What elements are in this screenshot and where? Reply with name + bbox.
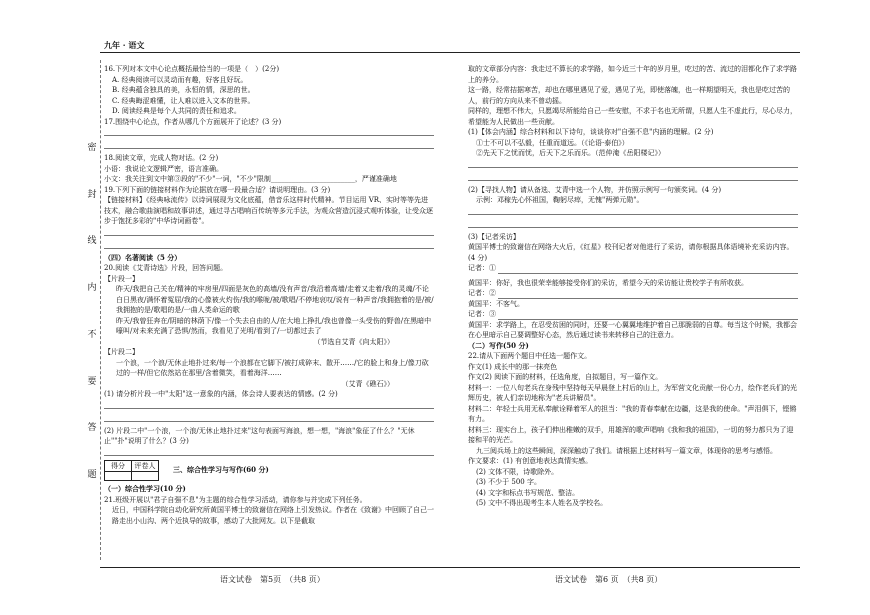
- answer-line[interactable]: [468, 172, 798, 181]
- seal-char: 要: [87, 376, 97, 387]
- answer-line[interactable]: [104, 447, 434, 456]
- right-column: [468, 64, 798, 509]
- poem-text: 昨天/我把自己关在/精神的牢房里/四面是灰色的高墙/没有声音/我沿着高墙/走着又走着/我的灵魂/不论白日黑夜/满怀着冤屈/我的心像被火灼伤/我的喉咙/被/歌唱/不停地哀叹/说有一种声音/我拥抱着的是/被/我拥抱的是/歌唱的是/一曲人类命运的歌: [116, 285, 434, 314]
- poem-source: （节选自艾青《向太阳》）: [313, 337, 394, 346]
- left-column: [104, 64, 434, 526]
- paragraph: 近日，中国科学院自动化研究所黄国平博士的致谢信在网络上引发热议。作者在《致谢》中回顾了自己一路走出小山沟、两个近执导的故事，感动了大批网友。以下是截取: [112, 506, 434, 525]
- answer-line[interactable]: [498, 265, 798, 274]
- answer-line[interactable]: [104, 227, 434, 236]
- answer-line[interactable]: [104, 127, 434, 136]
- question-20-2: (2) 片段二中"一个浪，一个浪/无休止地扑过来"这句表面写海浪，想一想，"海浪"象征了什么？"无休止""扑"说明了什么？(3 分): [104, 426, 415, 445]
- poem-source: （艾青《礁石》）: [341, 379, 394, 388]
- example: 示例：邓稼先心怀祖国，鞠躬尽瘁，无愧"两弹元勋"。: [476, 196, 644, 204]
- seal-char: 封: [87, 189, 97, 200]
- answer-line[interactable]: [104, 400, 434, 409]
- question-20: 20.阅读《艾青诗选》片段，回答问题。: [104, 264, 228, 272]
- seal-char: 线: [87, 236, 97, 247]
- question-16: 16.下列对本文中心论点概括最恰当的一项是（ ）(2分): [104, 65, 280, 73]
- footer-left: 语文试卷 第5页 （共8 页）: [220, 575, 325, 584]
- option-d: D. 阅读经典是每个人共同的责任和追求。: [112, 107, 241, 115]
- answer-line[interactable]: [498, 290, 798, 299]
- dialogue-line: 小文：我关注到文中第③段的"不少"一词，"不少"限制________________________，严谨准确地: [104, 175, 397, 183]
- seal-char: 不: [87, 329, 97, 340]
- seal-dashed-line: [100, 60, 101, 560]
- score-label: 评卷人: [132, 460, 159, 472]
- reporter-line: 记者：③: [468, 309, 798, 320]
- reporter-line: 记者：①: [468, 263, 798, 274]
- essay-option: 作文(2) 阅读下面的材料，任选角度，自拟题目，写一篇作文。: [468, 373, 663, 381]
- page-header: 九年 · 语文: [104, 40, 145, 50]
- question-21: 21.班级开展以"君子自强不息"为主题的综合性学习活动，请你参与并完成下列任务。: [104, 495, 367, 504]
- score-cell[interactable]: [132, 472, 159, 481]
- quote: ②先天下之忧而忧，后天下之乐而乐。（范仲淹《岳阳楼记》）: [476, 149, 665, 157]
- essay-option: 作文(1) 成长中的那一抹亮色: [468, 362, 558, 371]
- excerpt-label: 【片段二】: [104, 348, 139, 356]
- requirement: (5) 文中不得出现考生本人姓名及学校名。: [476, 499, 608, 507]
- excerpt-label: 【片段一】: [104, 274, 139, 283]
- score-cell[interactable]: [105, 472, 132, 481]
- score-box: [104, 460, 434, 482]
- option-b: B. 经典蕴含独具的美，永恒的情，深思的世。: [112, 86, 255, 94]
- answer-line[interactable]: [104, 240, 434, 249]
- footer-rule: [100, 567, 800, 568]
- reply: 黄国平：求学路上，在忍受贫困的同时，还要一心翼翼地维护着自己那脆弱的自尊。每当这个时候，我都会在心里暗示自己要调整好心态，然后通过读书来转移自己的注意力。: [468, 320, 797, 339]
- answer-line[interactable]: [104, 413, 434, 422]
- paragraph: 取的文章部分内容：我走过不算长的求学路，如今近三十年的岁月里，吃过的苦、流过的泪都化作了求学路上的养分。: [468, 65, 797, 84]
- reply: 黄国平：不客气。: [468, 299, 524, 308]
- question-21-1: (1)【体会内涵】综合材料和以下诗句，谈谈你对"自强不息"内涵的理解。(2 分): [468, 128, 714, 136]
- answer-line[interactable]: [104, 140, 434, 149]
- question-22: 22.请从下面两个题目中任选一题作文。: [468, 352, 592, 360]
- answer-line[interactable]: [468, 206, 798, 215]
- material: 材料二：年轻士兵用无私奉献诠释着军人的担当："我的青春奉献在边疆，这是我的使命。"声泪俱下，铿锵有力。: [468, 404, 797, 423]
- seal-char: 内: [87, 283, 97, 294]
- requirement: (3) 不少于 500 字。: [476, 478, 541, 486]
- score-label: 得分: [105, 460, 132, 472]
- question-21-3: (3)【记者采访】: [468, 232, 520, 241]
- section-title: 三、综合性学习与写作(60 分): [173, 465, 269, 474]
- seal-char: 题: [87, 469, 97, 480]
- paragraph: 九三阅兵场上的这些瞬间，深深触动了我们。请根据上述材料写一篇文章，体现你的思考与感悟。: [476, 446, 777, 455]
- seal-char: 答: [87, 423, 97, 434]
- paragraph: 黄国平博士的致谢信在网络大火后，《红星》校刊记者对他进行了采访，请你根据具体语境补充采访内容。(4 分): [468, 243, 794, 262]
- question-20-1: (1) 请分析片段一中"太阳"这一意象的内涵，体会诗人要表达的情感。(2 分): [104, 390, 338, 398]
- material: 材料一：一位八旬老兵在身残中坚持每天早晨登上村后的山上，为军营文化贡献一份心力，绘作老兵们的光辉历史，被人们亲切地称为"老兵讲解员"。: [468, 383, 797, 402]
- paragraph: 同样的，理想不伟大，只愿竭尽所能给自己一些安慰，不求于名也无所谓，只愿人生不虚此行，尽心尽力，希望能为人民做出一些贡献。: [468, 107, 797, 126]
- question-21-2: (2)【寻找人物】请从备选、艾青中选一个人物，并仿照示例写一句颁奖词。(4 分): [468, 185, 722, 194]
- requirement: 作文要求：(1) 有创意地表达真情实感。: [468, 457, 593, 465]
- option-c: C. 经典晦涩难懂，让人难以进入文本的世界。: [112, 96, 255, 105]
- reply: 黄国平：你好，我也很荣幸能够接受你们的采访，希望今天的采访能让贵校学子有所收获。: [468, 278, 748, 287]
- section-title: （一）综合性学习(10 分): [104, 484, 186, 493]
- dialogue-line: 小语：我说论文逻辑严密，语言准确。: [104, 164, 223, 173]
- question-17: 17.围绕中心论点，作者从哪几个方面展开了论述？(3 分): [104, 117, 282, 126]
- header-rule: [100, 52, 800, 53]
- paragraph: 这一路，经常拮据寒苦，却也在哪里遇见了爱，遇见了光，即使落魄，也一样期望明天，我也是吃过苦的人，前行的方向从来不曾动摇。: [468, 86, 790, 105]
- poem-text: 一个浪，一个浪/无休止地扑过来/每一个浪都在它脚下/被打成碎末、散开……/它的脸上和身上/像刀砍过的一样/但它依然站在那里/含着微笑，看着海洋……: [116, 358, 429, 377]
- question-18: 18.阅读文章，完成人物对话。(2 分): [104, 154, 219, 162]
- requirement: (2) 文体不限，诗歌除外。: [476, 467, 559, 476]
- answer-line[interactable]: [468, 159, 798, 168]
- answer-line[interactable]: [498, 311, 798, 320]
- requirement: (4) 文字和标点书写规范、整洁。: [476, 488, 580, 497]
- option-a: A. 经典阅读可以灵动而有趣，好客且好玩。: [112, 75, 248, 84]
- section-title: （二）写作(50 分): [468, 340, 529, 350]
- section-title: （四）名著阅读（5 分）: [104, 252, 182, 262]
- material: 材料三：现实台上，孩子们伸出稚嫩的双手，用雄浑的歌声唱响《我和我的祖国》，一切的努力都只为了迎接和平的光芒。: [468, 425, 794, 444]
- question-19: 19.下列下面的链接材料作为论据放在哪一段最合适？请说明理由。(3 分): [104, 185, 331, 194]
- seal-char: 密: [87, 143, 97, 153]
- answer-line[interactable]: [468, 219, 798, 228]
- link-material: 【链接材料】《经典咏流传》以诗词展现为文化底蕴，借音乐这样时代精神。节目运用 VR、实时等等先进技术，融合歌曲演唱和故事讲述，通过寻古唱响百传统等多元手法，为观众营造沉浸式观听体验，让受众逐步于饱抚多彩的"中华诗词画卷"。: [104, 196, 433, 225]
- quote: ①士不可以不弘毅，任重而道远。（《论语·泰伯》）: [476, 138, 629, 147]
- score-table: [104, 460, 159, 482]
- reporter-line: 记者：②: [468, 288, 798, 299]
- footer-right: 语文试卷 第6 页 （共8 页）: [555, 575, 663, 584]
- seal-column: [85, 140, 99, 480]
- poem-text: 昨天/我曾狂奔在/阴暗的林荫下/像一个失去自由的人/在大地上挣扎/我也曾像一头受伤的野兽/在黑暗中嚎叫/对未来充满了恐惧/然而，我看见了光明/看到了/一切都过去了: [116, 316, 432, 335]
